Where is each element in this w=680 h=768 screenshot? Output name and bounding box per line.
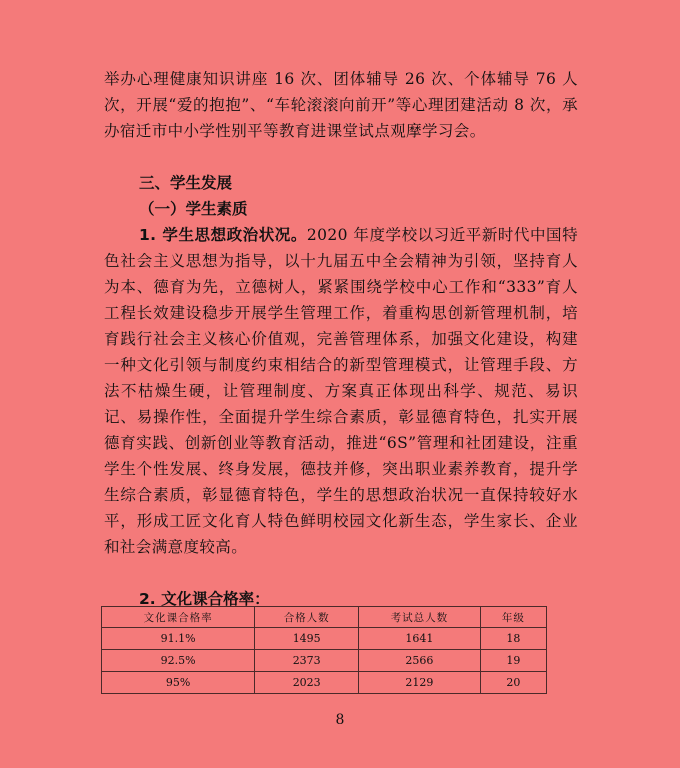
- table-header-cell: 合格人数: [255, 607, 359, 628]
- table-cell: 18: [480, 628, 546, 650]
- table-cell: 2023: [255, 672, 359, 694]
- table-cell: 1641: [359, 628, 481, 650]
- item1-paragraph: [104, 222, 578, 560]
- table-row: [102, 650, 547, 672]
- table-cell: 20: [480, 672, 546, 694]
- page-number: 8: [335, 712, 345, 728]
- table-cell: 2566: [359, 650, 481, 672]
- table-row: [102, 672, 547, 694]
- table-cell: 91.1%: [102, 628, 255, 650]
- table-cell: 19: [480, 650, 546, 672]
- table-cell: 2129: [359, 672, 481, 694]
- subsection-heading: （一）学生素质: [139, 200, 248, 218]
- table-row: [102, 628, 547, 650]
- item1-body: 2020 年度学校以习近平新时代中国特色社会主义思想为指导，以十九届五中全会精神为引领，坚持育人为本、德育为先，立德树人，紧紧围绕学校中心工作和“333”育人工程长效建设稳步开展学生管理工作，着重构思创新管理机制，培育践行社会主义核心价值观，完善管理体系，加强文化建设，构建一种文化引领与制度约束相结合的新型管理模式，让管理手段、方法不枯燥生硬，让管理制度、方案真正体现出科学、规范、易识记、易操作性，全面提升学生综合素质，彰显德育特色，扎实开展德育实践、创新创业等教育活动，推进“6S”管理和社团建设，注重学生个性发展、终身发展，德技并修，突出职业素养教育，提升学生综合素质，彰显德育特色，学生的思想政治状况一直保持较好水平，形成工匠文化育人特色鲜明校园文化新生态，学生家长、企业和社会满意度较高。: [104, 226, 578, 556]
- section-heading: 三、学生发展: [139, 174, 233, 192]
- table-header-cell: 年级: [480, 607, 546, 628]
- pass-rate-table: [101, 606, 547, 694]
- table-cell: 2373: [255, 650, 359, 672]
- table-cell: 1495: [255, 628, 359, 650]
- table-header-cell: 考试总人数: [359, 607, 481, 628]
- item1-lead: 1. 学生思想政治状况。: [139, 226, 307, 244]
- table-header-row: [102, 607, 547, 628]
- intro-paragraph: 举办心理健康知识讲座 16 次、团体辅导 26 次、个体辅导 76 人次，开展“爱的抱抱”、“车轮滚滚向前开”等心理团建活动 8 次，承办宿迁市中小学性别平等教育进课堂试点观摩学习会。: [104, 70, 578, 140]
- table-cell: 92.5%: [102, 650, 255, 672]
- table-cell: 95%: [102, 672, 255, 694]
- table-header-cell: 文化课合格率: [102, 607, 255, 628]
- item2-heading: 2. 文化课合格率：: [139, 590, 270, 608]
